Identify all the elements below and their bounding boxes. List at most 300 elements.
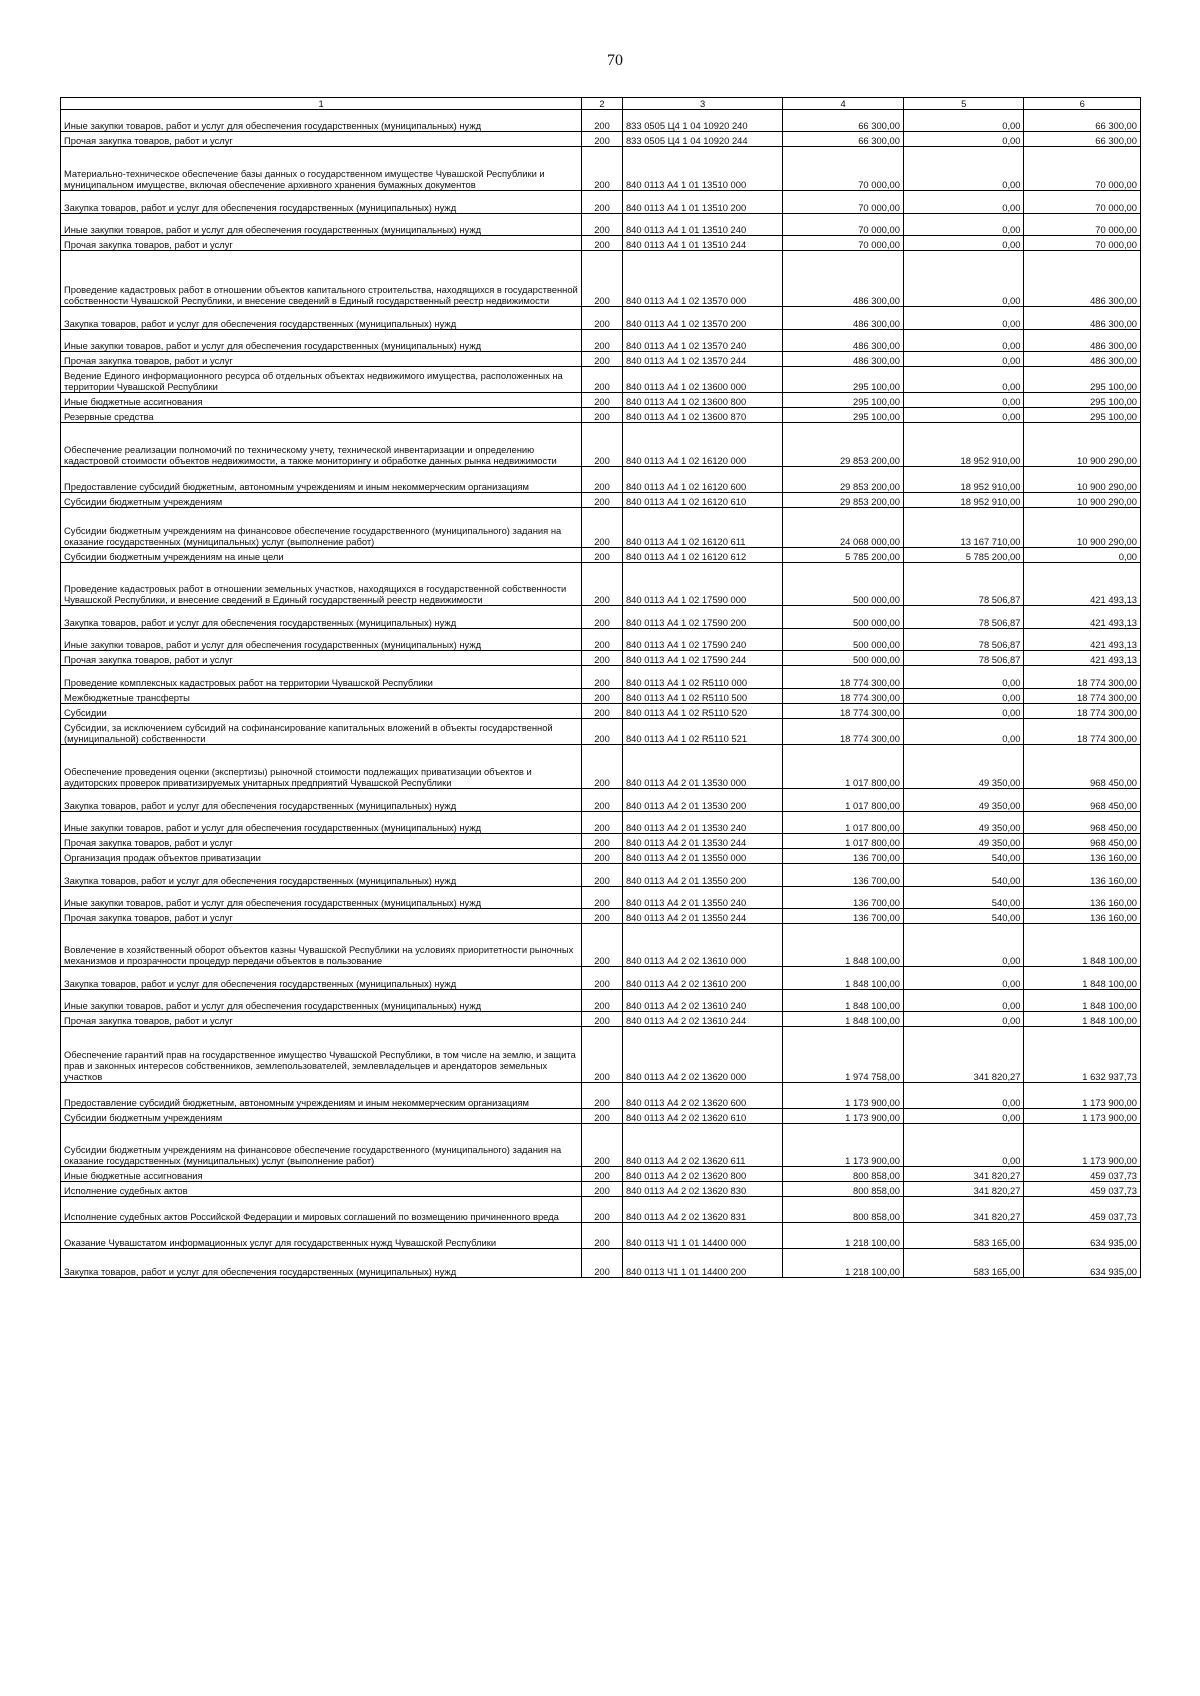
row-name: Резервные средства (61, 408, 582, 423)
table-row (61, 191, 1141, 214)
row-code: 200 (582, 352, 623, 367)
row-value-col5: 0,00 (903, 1124, 1024, 1167)
row-value-col6: 18 774 300,00 (1024, 666, 1141, 689)
row-value-col6: 70 000,00 (1024, 191, 1141, 214)
row-value-col6: 968 450,00 (1024, 789, 1141, 812)
table-row (61, 666, 1141, 689)
table-row (61, 563, 1141, 606)
row-value-col5: 78 506,87 (903, 651, 1024, 666)
row-value-col5: 0,00 (903, 689, 1024, 704)
row-classification: 840 0113 А4 1 01 13510 240 (622, 214, 782, 236)
row-classification: 840 0113 А4 2 02 13610 000 (622, 924, 782, 967)
row-value-col4: 29 853 200,00 (783, 493, 904, 508)
row-code: 200 (582, 423, 623, 467)
row-value-col5: 78 506,87 (903, 629, 1024, 651)
table-row (61, 864, 1141, 887)
row-classification: 840 0113 А4 1 01 13510 200 (622, 191, 782, 214)
row-classification: 840 0113 А4 2 02 13620 610 (622, 1109, 782, 1124)
row-value-col4: 5 785 200,00 (783, 548, 904, 563)
row-value-col5: 78 506,87 (903, 606, 1024, 629)
row-name: Иные бюджетные ассигнования (61, 1167, 582, 1182)
row-classification: 840 0113 А4 2 01 13530 000 (622, 745, 782, 789)
row-value-col6: 66 300,00 (1024, 132, 1141, 147)
row-value-col4: 1 173 900,00 (783, 1124, 904, 1167)
row-code: 200 (582, 849, 623, 864)
row-code: 200 (582, 834, 623, 849)
row-name: Субсидии бюджетным учреждениям (61, 493, 582, 508)
page-number: 70 (607, 52, 623, 69)
row-name: Иные закупки товаров, работ и услуг для обеспечения государственных (муниципальных) нужд (61, 330, 582, 352)
row-code: 200 (582, 789, 623, 812)
row-name: Субсидии бюджетным учреждениям (61, 1109, 582, 1124)
column-header: 2 (582, 98, 623, 110)
table-row (61, 629, 1141, 651)
row-name: Закупка товаров, работ и услуг для обеспечения государственных (муниципальных) нужд (61, 307, 582, 330)
row-value-col6: 486 300,00 (1024, 352, 1141, 367)
row-value-col6: 459 037,73 (1024, 1182, 1141, 1197)
row-classification: 840 0113 А4 2 01 13550 000 (622, 849, 782, 864)
table-row (61, 704, 1141, 719)
table-row (61, 393, 1141, 408)
row-value-col4: 1 848 100,00 (783, 1012, 904, 1027)
row-name: Предоставление субсидий бюджетным, автономным учреждениям и иным некоммерческим организациям (61, 1083, 582, 1109)
row-name: Субсидии бюджетным учреждениям на иные цели (61, 548, 582, 563)
row-value-col4: 486 300,00 (783, 251, 904, 307)
row-classification: 840 0113 А4 2 02 13610 200 (622, 967, 782, 990)
row-code: 200 (582, 990, 623, 1012)
row-value-col5: 0,00 (903, 367, 1024, 393)
table-row (61, 834, 1141, 849)
row-value-col4: 1 017 800,00 (783, 789, 904, 812)
row-name: Предоставление субсидий бюджетным, автономным учреждениям и иным некоммерческим организациям (61, 467, 582, 493)
row-value-col4: 18 774 300,00 (783, 719, 904, 745)
row-value-col4: 295 100,00 (783, 408, 904, 423)
table-row (61, 606, 1141, 629)
row-classification: 840 0113 А4 1 02 13570 000 (622, 251, 782, 307)
table-row (61, 1012, 1141, 1027)
budget-table (60, 97, 1141, 1278)
row-value-col4: 70 000,00 (783, 214, 904, 236)
table-row (61, 147, 1141, 191)
row-classification: 840 0113 А4 1 02 16120 611 (622, 508, 782, 548)
row-name: Ведение Единого информационного ресурса об отдельных объектах недвижимого имущества, расположенных на территории Чувашской Республики (61, 367, 582, 393)
row-value-col5: 0,00 (903, 307, 1024, 330)
row-name: Иные закупки товаров, работ и услуг для обеспечения государственных (муниципальных) нужд (61, 110, 582, 132)
table-row (61, 352, 1141, 367)
row-name: Субсидии, за исключением субсидий на софинансирование капитальных вложений в объекты государственной (муниципальной) собственности (61, 719, 582, 745)
row-code: 200 (582, 1167, 623, 1182)
row-value-col5: 540,00 (903, 887, 1024, 909)
row-classification: 840 0113 А4 2 02 13620 830 (622, 1182, 782, 1197)
row-code: 200 (582, 887, 623, 909)
row-name: Субсидии (61, 704, 582, 719)
row-value-col4: 486 300,00 (783, 307, 904, 330)
table-row (61, 719, 1141, 745)
row-code: 200 (582, 251, 623, 307)
row-value-col4: 70 000,00 (783, 147, 904, 191)
row-value-col4: 1 173 900,00 (783, 1083, 904, 1109)
row-value-col4: 1 017 800,00 (783, 834, 904, 849)
table-row (61, 132, 1141, 147)
row-name: Закупка товаров, работ и услуг для обеспечения государственных (муниципальных) нужд (61, 789, 582, 812)
row-value-col6: 10 900 290,00 (1024, 467, 1141, 493)
row-value-col5: 5 785 200,00 (903, 548, 1024, 563)
row-code: 200 (582, 704, 623, 719)
row-classification: 840 0113 А4 2 01 13550 240 (622, 887, 782, 909)
row-value-col4: 136 700,00 (783, 849, 904, 864)
table-row (61, 1249, 1141, 1278)
row-name: Иные закупки товаров, работ и услуг для обеспечения государственных (муниципальных) нужд (61, 887, 582, 909)
table-row (61, 1083, 1141, 1109)
row-value-col4: 18 774 300,00 (783, 704, 904, 719)
row-value-col4: 295 100,00 (783, 393, 904, 408)
row-value-col6: 486 300,00 (1024, 330, 1141, 352)
row-value-col5: 49 350,00 (903, 745, 1024, 789)
row-code: 200 (582, 214, 623, 236)
row-classification: 840 0113 А4 1 02 13600 000 (622, 367, 782, 393)
row-value-col5: 0,00 (903, 408, 1024, 423)
row-value-col4: 486 300,00 (783, 330, 904, 352)
row-name: Закупка товаров, работ и услуг для обеспечения государственных (муниципальных) нужд (61, 864, 582, 887)
row-value-col4: 136 700,00 (783, 909, 904, 924)
table-row (61, 990, 1141, 1012)
row-value-col4: 500 000,00 (783, 563, 904, 606)
row-value-col6: 18 774 300,00 (1024, 719, 1141, 745)
row-name: Иные бюджетные ассигнования (61, 393, 582, 408)
row-value-col5: 13 167 710,00 (903, 508, 1024, 548)
row-name: Обеспечение реализации полномочий по техническому учету, технической инвентаризации и определению кадастровой стоимости объектов недвижимости, а также мониторингу и обработке данных рынка недвижимости (61, 423, 582, 467)
row-name: Проведение комплексных кадастровых работ на территории Чувашской Республики (61, 666, 582, 689)
table-header-row (61, 98, 1141, 110)
row-name: Иные закупки товаров, работ и услуг для обеспечения государственных (муниципальных) нужд (61, 990, 582, 1012)
row-value-col5: 0,00 (903, 214, 1024, 236)
row-value-col6: 66 300,00 (1024, 110, 1141, 132)
row-classification: 840 0113 А4 1 02 17590 244 (622, 651, 782, 666)
row-classification: 833 0505 Ц4 1 04 10920 244 (622, 132, 782, 147)
row-value-col4: 800 858,00 (783, 1167, 904, 1182)
row-value-col6: 486 300,00 (1024, 251, 1141, 307)
row-classification: 840 0113 А4 2 01 13530 244 (622, 834, 782, 849)
row-value-col4: 66 300,00 (783, 132, 904, 147)
row-name: Проведение кадастровых работ в отношении земельных участков, находящихся в государственной собственности Чувашской Республики, и внесение сведений в Единый государственный реестр недвижимости (61, 563, 582, 606)
table-row (61, 849, 1141, 864)
row-name: Субсидии бюджетным учреждениям на финансовое обеспечение государственного (муниципального) задания на оказание государственных (муниципальных) услуг (выполнение работ) (61, 508, 582, 548)
row-value-col4: 136 700,00 (783, 864, 904, 887)
row-value-col6: 136 160,00 (1024, 864, 1141, 887)
row-code: 200 (582, 967, 623, 990)
row-name: Обеспечение гарантий прав на государственное имущество Чувашской Республики, в том числе на землю, и защита прав и законных интересов собственников, землепользователей, землевладельцев и арендаторов земельных участков (61, 1027, 582, 1083)
row-code: 200 (582, 651, 623, 666)
row-classification: 840 0113 А4 2 01 13550 200 (622, 864, 782, 887)
row-classification: 840 0113 А4 1 02 13570 200 (622, 307, 782, 330)
table-row (61, 307, 1141, 330)
row-code: 200 (582, 132, 623, 147)
row-name: Иные закупки товаров, работ и услуг для обеспечения государственных (муниципальных) нужд (61, 812, 582, 834)
row-classification: 840 0113 А4 2 02 13620 611 (622, 1124, 782, 1167)
row-name: Исполнение судебных актов Российской Федерации и мировых соглашений по возмещению причиненного вреда (61, 1197, 582, 1223)
row-classification: 840 0113 Ч1 1 01 14400 000 (622, 1223, 782, 1249)
row-value-col5: 49 350,00 (903, 789, 1024, 812)
row-code: 200 (582, 307, 623, 330)
row-classification: 840 0113 Ч1 1 01 14400 200 (622, 1249, 782, 1278)
row-value-col6: 70 000,00 (1024, 236, 1141, 251)
row-value-col6: 295 100,00 (1024, 393, 1141, 408)
row-value-col5: 0,00 (903, 147, 1024, 191)
row-value-col6: 136 160,00 (1024, 909, 1141, 924)
row-code: 200 (582, 1197, 623, 1223)
row-value-col4: 66 300,00 (783, 110, 904, 132)
row-code: 200 (582, 393, 623, 408)
row-value-col5: 0,00 (903, 990, 1024, 1012)
table-row (61, 367, 1141, 393)
row-code: 200 (582, 1182, 623, 1197)
row-value-col6: 421 493,13 (1024, 651, 1141, 666)
row-value-col6: 136 160,00 (1024, 887, 1141, 909)
row-classification: 840 0113 А4 1 02 17590 240 (622, 629, 782, 651)
row-name: Закупка товаров, работ и услуг для обеспечения государственных (муниципальных) нужд (61, 1249, 582, 1278)
row-value-col5: 0,00 (903, 666, 1024, 689)
row-value-col5: 0,00 (903, 1083, 1024, 1109)
row-value-col6: 295 100,00 (1024, 367, 1141, 393)
table-row (61, 651, 1141, 666)
row-classification: 840 0113 А4 1 02 13570 240 (622, 330, 782, 352)
table-row (61, 1167, 1141, 1182)
row-value-col4: 1 218 100,00 (783, 1223, 904, 1249)
row-name: Иные закупки товаров, работ и услуг для обеспечения государственных (муниципальных) нужд (61, 214, 582, 236)
row-name: Закупка товаров, работ и услуг для обеспечения государственных (муниципальных) нужд (61, 606, 582, 629)
row-value-col4: 1 848 100,00 (783, 967, 904, 990)
row-value-col4: 295 100,00 (783, 367, 904, 393)
row-classification: 840 0113 А4 1 02 R5110 500 (622, 689, 782, 704)
row-code: 200 (582, 191, 623, 214)
column-header: 1 (61, 98, 582, 110)
row-value-col5: 0,00 (903, 967, 1024, 990)
table-row (61, 1223, 1141, 1249)
row-value-col4: 1 017 800,00 (783, 812, 904, 834)
row-value-col4: 18 774 300,00 (783, 666, 904, 689)
row-value-col6: 459 037,73 (1024, 1167, 1141, 1182)
row-name: Исполнение судебных актов (61, 1182, 582, 1197)
row-value-col4: 500 000,00 (783, 651, 904, 666)
row-value-col4: 486 300,00 (783, 352, 904, 367)
row-value-col4: 29 853 200,00 (783, 423, 904, 467)
row-value-col6: 10 900 290,00 (1024, 423, 1141, 467)
row-value-col6: 70 000,00 (1024, 147, 1141, 191)
row-value-col5: 0,00 (903, 393, 1024, 408)
row-classification: 840 0113 А4 2 02 13620 800 (622, 1167, 782, 1182)
table-row (61, 408, 1141, 423)
row-value-col5: 0,00 (903, 191, 1024, 214)
row-value-col6: 1 848 100,00 (1024, 967, 1141, 990)
row-code: 200 (582, 548, 623, 563)
row-classification: 840 0113 А4 1 02 R5110 000 (622, 666, 782, 689)
row-name: Закупка товаров, работ и услуг для обеспечения государственных (муниципальных) нужд (61, 967, 582, 990)
row-code: 200 (582, 924, 623, 967)
row-value-col4: 1 848 100,00 (783, 924, 904, 967)
table-row (61, 745, 1141, 789)
row-classification: 840 0113 А4 1 02 16120 000 (622, 423, 782, 467)
row-value-col5: 18 952 910,00 (903, 467, 1024, 493)
table-row (61, 1197, 1141, 1223)
row-value-col4: 24 068 000,00 (783, 508, 904, 548)
table-row (61, 467, 1141, 493)
row-name: Прочая закупка товаров, работ и услуг (61, 236, 582, 251)
row-value-col6: 968 450,00 (1024, 812, 1141, 834)
table-row (61, 812, 1141, 834)
table-row (61, 548, 1141, 563)
row-value-col4: 1 218 100,00 (783, 1249, 904, 1278)
row-name: Закупка товаров, работ и услуг для обеспечения государственных (муниципальных) нужд (61, 191, 582, 214)
row-value-col5: 0,00 (903, 251, 1024, 307)
row-code: 200 (582, 606, 623, 629)
table-row (61, 967, 1141, 990)
row-code: 200 (582, 1083, 623, 1109)
row-classification: 840 0113 А4 1 02 13570 244 (622, 352, 782, 367)
row-name: Прочая закупка товаров, работ и услуг (61, 834, 582, 849)
row-name: Прочая закупка товаров, работ и услуг (61, 651, 582, 666)
row-value-col5: 18 952 910,00 (903, 493, 1024, 508)
row-value-col4: 70 000,00 (783, 191, 904, 214)
table-row (61, 493, 1141, 508)
row-value-col5: 0,00 (903, 236, 1024, 251)
row-value-col5: 583 165,00 (903, 1249, 1024, 1278)
table-row (61, 330, 1141, 352)
row-name: Межбюджетные трансферты (61, 689, 582, 704)
row-value-col5: 341 820,27 (903, 1197, 1024, 1223)
row-name: Обеспечение проведения оценки (экспертизы) рыночной стоимости подлежащих приватизации объектов и аудиторских проверок приватизируемых унитарных предприятий Чувашской Республики (61, 745, 582, 789)
table-row (61, 236, 1141, 251)
row-value-col4: 1 848 100,00 (783, 990, 904, 1012)
row-value-col4: 1 017 800,00 (783, 745, 904, 789)
row-value-col5: 49 350,00 (903, 812, 1024, 834)
row-value-col5: 0,00 (903, 719, 1024, 745)
table-row (61, 909, 1141, 924)
row-value-col5: 0,00 (903, 704, 1024, 719)
row-value-col6: 18 774 300,00 (1024, 704, 1141, 719)
table-row (61, 1109, 1141, 1124)
row-value-col6: 459 037,73 (1024, 1197, 1141, 1223)
row-value-col5: 18 952 910,00 (903, 423, 1024, 467)
row-value-col4: 18 774 300,00 (783, 689, 904, 704)
row-classification: 840 0113 А4 2 02 13610 244 (622, 1012, 782, 1027)
row-value-col5: 583 165,00 (903, 1223, 1024, 1249)
row-name: Прочая закупка товаров, работ и услуг (61, 352, 582, 367)
row-value-col4: 136 700,00 (783, 887, 904, 909)
row-name: Субсидии бюджетным учреждениям на финансовое обеспечение государственного (муниципального) задания на оказание государственных (муниципальных) услуг (выполнение работ) (61, 1124, 582, 1167)
row-value-col6: 1 632 937,73 (1024, 1027, 1141, 1083)
row-classification: 840 0113 А4 1 01 13510 000 (622, 147, 782, 191)
table-row (61, 789, 1141, 812)
row-code: 200 (582, 330, 623, 352)
row-classification: 840 0113 А4 2 02 13620 831 (622, 1197, 782, 1223)
row-code: 200 (582, 812, 623, 834)
row-code: 200 (582, 745, 623, 789)
row-name: Проведение кадастровых работ в отношении объектов капитального строительства, находящихся в государственной собственности Чувашской Республики, и внесение сведений в Единый государственный реестр недвижимости (61, 251, 582, 307)
row-value-col6: 1 848 100,00 (1024, 990, 1141, 1012)
row-name: Прочая закупка товаров, работ и услуг (61, 132, 582, 147)
row-value-col6: 1 173 900,00 (1024, 1124, 1141, 1167)
table-row (61, 251, 1141, 307)
row-name: Материально-техническое обеспечение базы данных о государственном имуществе Чувашской Республики и муниципальном имуществе, включая обеспечение архивного хранения бумажных документов (61, 147, 582, 191)
row-code: 200 (582, 236, 623, 251)
row-classification: 840 0113 А4 2 01 13550 244 (622, 909, 782, 924)
row-code: 200 (582, 666, 623, 689)
row-classification: 840 0113 А4 1 02 16120 600 (622, 467, 782, 493)
row-value-col5: 540,00 (903, 849, 1024, 864)
row-value-col5: 0,00 (903, 330, 1024, 352)
row-classification: 840 0113 А4 1 02 16120 612 (622, 548, 782, 563)
table-row (61, 887, 1141, 909)
row-value-col5: 341 820,27 (903, 1167, 1024, 1182)
row-value-col5: 341 820,27 (903, 1182, 1024, 1197)
row-value-col6: 18 774 300,00 (1024, 689, 1141, 704)
row-value-col6: 634 935,00 (1024, 1249, 1141, 1278)
column-header: 5 (903, 98, 1024, 110)
row-code: 200 (582, 1109, 623, 1124)
row-name: Прочая закупка товаров, работ и услуг (61, 909, 582, 924)
row-value-col5: 540,00 (903, 909, 1024, 924)
row-classification: 840 0113 А4 2 01 13530 200 (622, 789, 782, 812)
row-name: Вовлечение в хозяйственный оборот объектов казны Чувашской Республики на условиях приоритетности рыночных механизмов и прозрачности процедур передачи объектов в пользование (61, 924, 582, 967)
row-value-col6: 1 173 900,00 (1024, 1109, 1141, 1124)
row-value-col6: 421 493,13 (1024, 629, 1141, 651)
row-value-col4: 800 858,00 (783, 1182, 904, 1197)
row-code: 200 (582, 1249, 623, 1278)
column-header: 4 (783, 98, 904, 110)
row-value-col5: 78 506,87 (903, 563, 1024, 606)
row-value-col6: 1 173 900,00 (1024, 1083, 1141, 1109)
row-code: 200 (582, 1012, 623, 1027)
row-value-col4: 800 858,00 (783, 1197, 904, 1223)
row-classification: 840 0113 А4 1 02 16120 610 (622, 493, 782, 508)
row-code: 200 (582, 467, 623, 493)
row-value-col5: 540,00 (903, 864, 1024, 887)
row-classification: 840 0113 А4 1 02 13600 800 (622, 393, 782, 408)
row-value-col5: 0,00 (903, 1012, 1024, 1027)
row-value-col4: 29 853 200,00 (783, 467, 904, 493)
row-value-col5: 0,00 (903, 352, 1024, 367)
row-value-col5: 341 820,27 (903, 1027, 1024, 1083)
row-code: 200 (582, 1124, 623, 1167)
table-row (61, 689, 1141, 704)
row-code: 200 (582, 719, 623, 745)
row-value-col6: 634 935,00 (1024, 1223, 1141, 1249)
row-classification: 840 0113 А4 1 01 13510 244 (622, 236, 782, 251)
row-name: Оказание Чувашстатом информационных услуг для государственных нужд Чувашской Республики (61, 1223, 582, 1249)
row-code: 200 (582, 110, 623, 132)
row-classification: 840 0113 А4 1 02 R5110 520 (622, 704, 782, 719)
row-value-col4: 70 000,00 (783, 236, 904, 251)
table-row (61, 924, 1141, 967)
row-value-col6: 295 100,00 (1024, 408, 1141, 423)
row-code: 200 (582, 508, 623, 548)
row-value-col4: 1 173 900,00 (783, 1109, 904, 1124)
row-code: 200 (582, 1223, 623, 1249)
row-classification: 840 0113 А4 2 02 13620 000 (622, 1027, 782, 1083)
row-code: 200 (582, 1027, 623, 1083)
row-code: 200 (582, 493, 623, 508)
row-value-col4: 1 974 758,00 (783, 1027, 904, 1083)
row-code: 200 (582, 147, 623, 191)
row-value-col6: 1 848 100,00 (1024, 924, 1141, 967)
row-name: Организация продаж объектов приватизации (61, 849, 582, 864)
row-classification: 840 0113 А4 1 02 17590 000 (622, 563, 782, 606)
row-value-col6: 421 493,13 (1024, 563, 1141, 606)
row-value-col5: 49 350,00 (903, 834, 1024, 849)
row-value-col5: 0,00 (903, 132, 1024, 147)
table-row (61, 1124, 1141, 1167)
row-code: 200 (582, 909, 623, 924)
